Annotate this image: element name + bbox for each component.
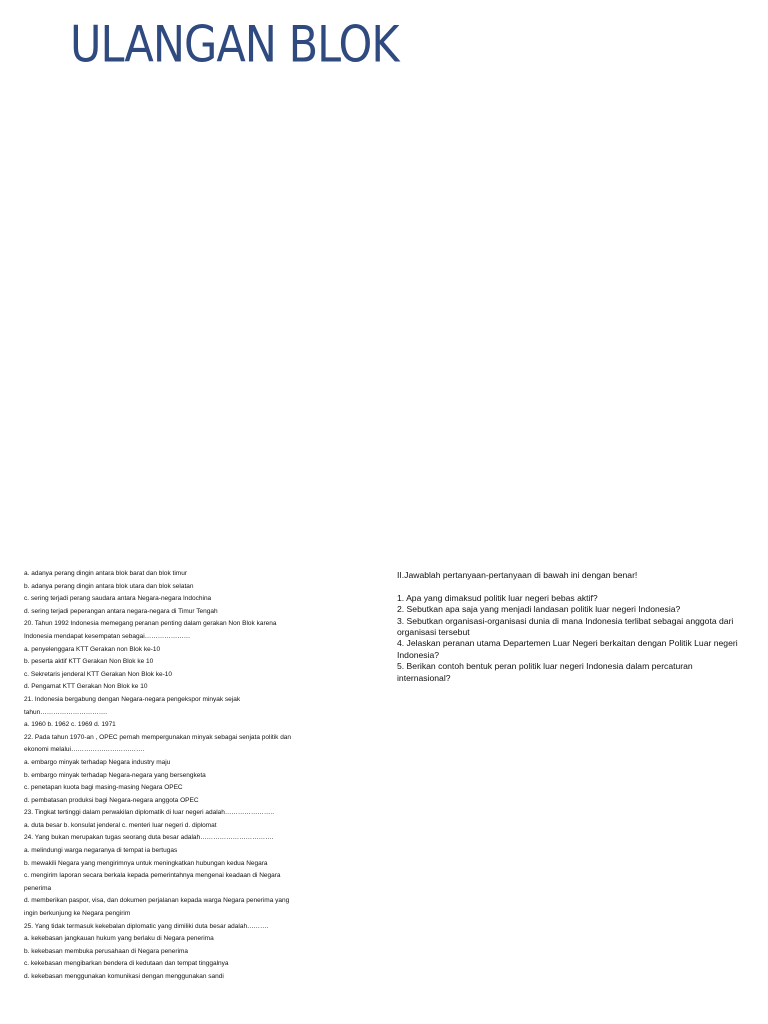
- text-line: a. 1960 b. 1962 c. 1969 d. 1971: [24, 721, 116, 729]
- column-bottom-right: [397, 568, 757, 768]
- question-list-3: [24, 568, 369, 984]
- text-line: b. adanya perang dingin antara blok utara dan blok selatan: [24, 582, 194, 590]
- text-line: 2. Sebutkan apa saja yang menjadi landasan politik luar negeri Indonesia?: [397, 604, 681, 615]
- text-line: b. mewakili Negara yang mengirimnya untuk meningkatkan hubungan kedua Negara: [24, 859, 268, 867]
- text-line: 23. Tingkat tertinggi dalam perwakilan diplomatik di luar negeri adalah…………………..: [24, 809, 275, 817]
- text-line: c. sering terjadi perang saudara antara Negara-negara Indochina: [24, 595, 212, 603]
- text-line: 24. Yang bukan merupakan tugas seorang duta besar adalah…………………………….: [24, 834, 274, 842]
- text-line: 20. Tahun 1992 Indonesia memegang peranan penting dalam gerakan Non Blok karena: [24, 620, 277, 628]
- text-line: Indonesia mendapat kesempatan sebagai…………………: [24, 632, 191, 640]
- page-title: ULANGAN BLOK: [70, 16, 399, 75]
- text-line: c. penetapan kuota bagi masing-masing Negara OPEC: [24, 784, 183, 792]
- text-line: 4. Jelaskan peranan utama Departemen Luar Negeri berkaitan dengan Politik Luar negeri Indonesia?: [397, 638, 738, 660]
- text-line: ingin berkunjung ke Negara pengirim: [24, 910, 131, 918]
- column-bottom-left: [24, 568, 369, 1024]
- text-line: a. embargo minyak terhadap Negara industry maju: [24, 758, 171, 766]
- text-line: c. mengirim laporan secara berkala kepada pemerintahnya mengenai keadaan di Negara: [24, 872, 281, 880]
- text-line: 1. Apa yang dimaksud politik luar negeri bebas aktif?: [397, 592, 598, 603]
- text-line: II.Jawablah pertanyaan-pertanyaan di bawah ini dengan benar!: [397, 570, 638, 580]
- text-line: 21. Indonesia bergabung dengan Negara-negara pengekspor minyak sejak: [24, 695, 241, 703]
- text-line: 22. Pada tahun 1970-an , OPEC pernah mempergunakan minyak sebagai senjata politik dan: [24, 733, 292, 741]
- text-line: b. kekebasan membuka perusahaan di Negara penerima: [24, 947, 189, 955]
- essay-section: [397, 570, 747, 684]
- text-line: penerima: [24, 884, 52, 892]
- text-line: d. pembatasan produksi bagi Negara-negara anggota OPEC: [24, 796, 199, 804]
- text-line: a. adanya perang dingin antara blok barat dan blok timur: [24, 570, 187, 577]
- text-line: a. penyelenggara KTT Gerakan non Blok ke-10: [24, 645, 161, 653]
- text-line: [397, 581, 747, 592]
- text-line: d. memberikan paspor, visa, dan dokumen perjalanan kepada warga Negara penerima yang: [24, 897, 290, 905]
- text-line: b. peserta aktif KTT Gerakan Non Blok ke 10: [24, 658, 154, 666]
- text-line: d. sering terjadi peperangan antara negara-negara di Timur Tengah: [24, 607, 218, 615]
- text-line: c. Sekretaris jenderal KTT Gerakan Non Blok ke-10: [24, 670, 173, 678]
- text-line: a. duta besar b. konsulat jenderal c. menteri luar negeri d. diplomat: [24, 821, 217, 829]
- text-line: a. kekebasan jangkauan hukum yang berlaku di Negara penerima: [24, 935, 214, 943]
- text-line: d. kekebasan menggunakan komunikasi dengan menggunakan sandi: [24, 973, 224, 980]
- text-line: tahun………………………….: [24, 708, 108, 716]
- text-line: 3. Sebutkan organisasi-organisasi dunia di mana Indonesia terlibat sebagai anggota dari organisasi tersebut: [397, 615, 734, 638]
- text-line: c. kekebasan mengibarkan bendera di kedutaan dan tempat tinggalnya: [24, 960, 229, 968]
- text-line: d. Pengamat KTT Gerakan Non Blok ke 10: [24, 683, 148, 691]
- text-line: b. embargo minyak terhadap Negara-negara yang bersengketa: [24, 771, 206, 779]
- text-line: 5. Berikan contoh bentuk peran politik luar negeri Indonesia dalam percaturan internasional?: [397, 661, 693, 683]
- text-line: a. melindungi warga negaranya di tempat ia bertugas: [24, 847, 178, 855]
- text-line: ekonomi melalui…………………………….: [24, 746, 145, 754]
- text-line: 25. Yang tidak termasuk kekebalan diplomatic yang dimiliki duta besar adalah……….: [24, 922, 269, 930]
